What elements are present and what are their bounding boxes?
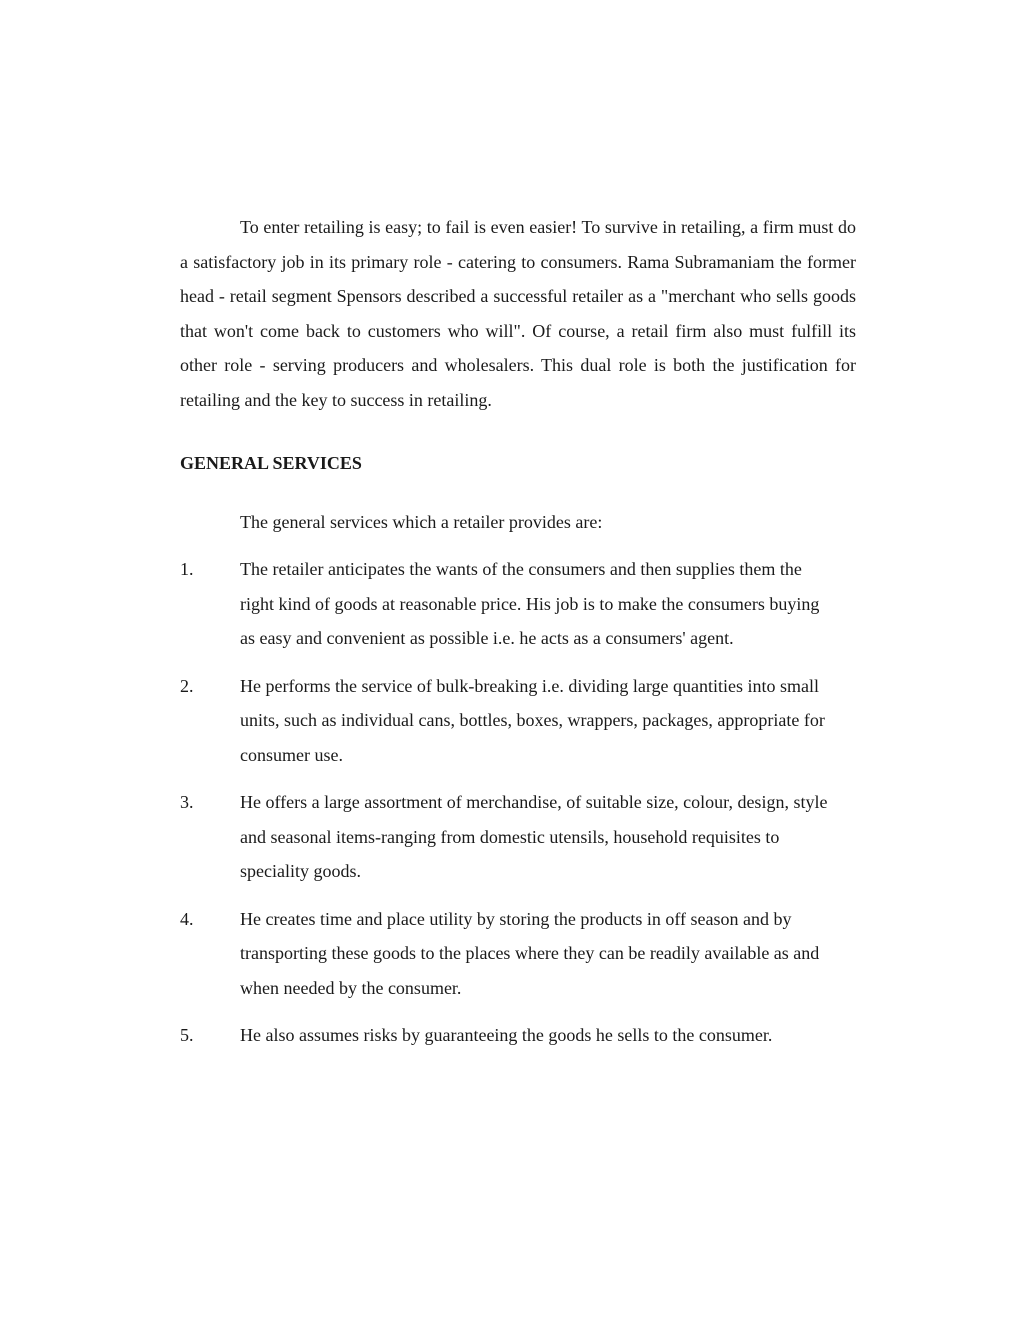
list-item — [180, 669, 856, 773]
list-item-text: He also assumes risks by guaranteeing the goods he sells to the consumer. — [240, 1025, 773, 1045]
list-item-text: He creates time and place utility by storing the products in off season and by transporting these goods to the places where they can be readily available as and when needed by the consumer. — [240, 908, 820, 998]
list-item — [180, 785, 856, 889]
list-item-number: 4. — [180, 908, 194, 929]
list-item — [180, 552, 856, 656]
list-item-number: 2. — [180, 675, 194, 696]
section-heading: GENERAL SERVICES — [180, 453, 362, 473]
list-item-text: He offers a large assortment of merchandise, of suitable size, colour, design, style and seasonal items-ranging from domestic utensils, household requisites to speciality goods. — [240, 792, 828, 881]
list-item-number: 5. — [180, 1025, 194, 1045]
intro-paragraph: To enter retailing is easy; to fail is even easier! To survive in retailing, a firm must do a satisfactory job in its primary role - catering to consumers. Rama Subramaniam the former head - retail segment Spensors described a successful retailer as a "merchant who sells goods that won't come back to customers who will". Of course, a retail firm also must fulfill its other role - serving producers and wholesalers. This dual role is both the justification for retailing and the key to success in retailing. — [180, 217, 856, 410]
list-item-number: 1. — [180, 559, 194, 579]
list-item-text: He performs the service of bulk-breaking i.e. dividing large quantities into small units, such as individual cans, bottles, boxes, wrappers, packages, appropriate for consumer use. — [240, 675, 825, 765]
document-page — [180, 210, 856, 1066]
services-list — [180, 552, 856, 1053]
list-item — [180, 902, 856, 1006]
list-item — [180, 1018, 856, 1053]
lead-sentence: The general services which a retailer provides are: — [240, 512, 603, 532]
list-item-number: 3. — [180, 792, 194, 812]
list-item-text: The retailer anticipates the wants of the consumers and then supplies them the right kind of goods at reasonable price. His job is to make the consumers buying as easy and convenient as possible i.e. he acts as a consumers' agent. — [240, 559, 820, 648]
